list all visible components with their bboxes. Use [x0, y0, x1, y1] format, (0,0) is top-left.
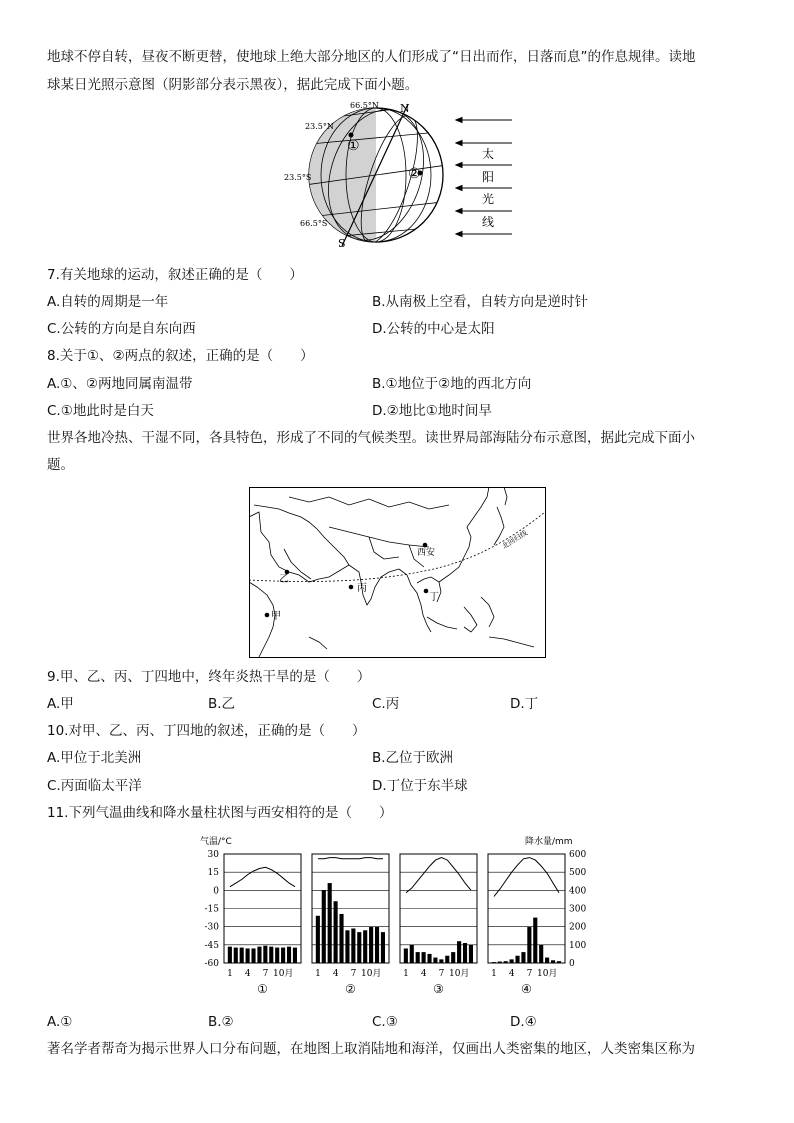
xian-dot: [423, 543, 428, 548]
precip-bar: [416, 952, 420, 963]
globe-diagram: [280, 100, 520, 250]
point2-label: ②: [408, 166, 421, 182]
temperature-curve: [230, 867, 295, 886]
sun-text-2: 阳: [482, 170, 495, 184]
panel-label: ①: [257, 982, 268, 996]
precip-bar: [251, 948, 255, 963]
ding-label: 丁: [429, 592, 439, 603]
precip-tick-label: 400: [569, 886, 587, 897]
precip-bar: [492, 962, 496, 963]
yi-label: 乙: [279, 574, 289, 585]
precip-bar: [345, 930, 349, 963]
month-tick-label: 1: [315, 969, 321, 979]
q10-option-d[interactable]: D.丁位于东半球: [372, 778, 468, 794]
precip-bar: [257, 947, 261, 963]
month-tick-label: 4: [332, 969, 339, 979]
month-tick-label: 10月: [360, 969, 382, 979]
precip-tick-label: 500: [569, 868, 587, 879]
precip-bar: [515, 956, 519, 963]
q10-option-a[interactable]: A.甲位于北美洲: [47, 750, 142, 766]
q8-stem: 8.关于①、②两点的叙述，正确的是（ ）: [47, 348, 314, 364]
precip-bar: [533, 918, 537, 963]
q9-option-d[interactable]: D.丁: [510, 696, 539, 712]
north-label: N: [400, 102, 410, 115]
precip-bar: [439, 959, 443, 963]
precip-bar: [369, 927, 373, 963]
precip-tick-label: 600: [569, 850, 587, 860]
lat-23s-label: 23.5°S: [284, 173, 312, 182]
intro2-line2: 题。: [47, 457, 74, 473]
q7-option-d[interactable]: D.公转的中心是太阳: [372, 321, 495, 337]
precip-bar: [328, 883, 332, 963]
temp-tick-label: 0: [213, 886, 219, 897]
precip-bar: [240, 948, 244, 963]
precip-bar: [357, 932, 361, 963]
precip-bar: [228, 947, 232, 963]
precip-bar: [375, 927, 379, 963]
q8-option-b[interactable]: B.①地位于②地的西北方向: [372, 376, 532, 392]
precip-bar: [427, 954, 431, 963]
q11-stem: 11.下列气温曲线和降水量柱状图与西安相符的是（ ）: [47, 805, 393, 821]
precip-bar: [551, 960, 555, 963]
precip-bar: [275, 948, 279, 963]
precip-bar: [433, 958, 437, 963]
q7-option-c[interactable]: C.公转的方向是自东向西: [47, 321, 196, 337]
q11-option-b[interactable]: B.②: [208, 1014, 234, 1030]
world-map: [249, 487, 546, 658]
precip-tick-label: 100: [569, 940, 587, 951]
precip-bar: [246, 948, 250, 963]
precip-bar: [469, 945, 473, 963]
month-tick-label: 7: [262, 969, 269, 979]
lat-66s-label: 66.5°S: [300, 219, 328, 228]
sun-text-3: 光: [482, 192, 495, 206]
month-tick-label: 10月: [448, 969, 470, 979]
q11-option-c[interactable]: C.③: [372, 1014, 398, 1030]
point1-label: ①: [347, 138, 360, 154]
precip-bar: [281, 948, 285, 963]
precip-bar: [316, 916, 320, 963]
point1-dot: [349, 133, 354, 138]
precip-bar: [234, 948, 238, 963]
q8-option-c[interactable]: C.①地此时是白天: [47, 403, 154, 419]
sun-text-1: 太: [482, 147, 495, 161]
month-tick-label: 1: [491, 969, 497, 979]
precip-bar: [410, 945, 414, 963]
panel-label: ③: [433, 982, 444, 996]
q10-option-c[interactable]: C.丙面临太平洋: [47, 778, 142, 794]
precip-bar: [445, 956, 449, 963]
precip-bar: [363, 930, 367, 963]
temperature-curve: [406, 858, 471, 893]
q9-option-c[interactable]: C.丙: [372, 696, 400, 712]
precip-bar: [287, 947, 291, 963]
q8-option-a[interactable]: A.①、②两地同属南温带: [47, 376, 193, 392]
temp-tick-label: 30: [207, 850, 219, 860]
month-tick-label: 4: [244, 969, 251, 979]
temp-tick-label: -60: [204, 959, 219, 969]
bing-dot: [349, 585, 354, 590]
q10-stem: 10.对甲、乙、丙、丁四地的叙述，正确的是（ ）: [47, 723, 366, 739]
temp-tick-label: -15: [204, 904, 219, 915]
precip-tick-label: 0: [569, 959, 575, 969]
precip-bar: [322, 890, 326, 963]
q11-option-d[interactable]: D.④: [510, 1014, 537, 1030]
precip-bar: [527, 927, 531, 963]
precip-bar: [557, 961, 561, 963]
month-tick-label: 1: [403, 969, 409, 979]
lat-23n-label: 23.5°N: [305, 122, 334, 131]
precip-bar: [381, 932, 385, 963]
precip-bar: [521, 952, 525, 963]
precip-tick-label: 200: [569, 922, 587, 933]
precip-bar: [510, 959, 514, 963]
intro2-line1: 世界各地冷热、干湿不同，各具特色，形成了不同的气候类型。读世界局部海陆分布示意图，据此完成下面小: [47, 430, 695, 446]
tropic-label: 北回归线: [500, 529, 529, 551]
temp-tick-label: 15: [207, 868, 219, 879]
month-tick-label: 7: [526, 969, 533, 979]
panel-label: ②: [345, 982, 356, 996]
precip-bar: [269, 947, 273, 963]
lat-66n-label: 66.5°N: [350, 101, 379, 110]
climate-charts: [195, 830, 590, 1002]
precip-bar: [498, 962, 502, 963]
month-tick-label: 7: [350, 969, 357, 979]
xian-label: 西安: [417, 548, 436, 558]
precip-bar: [293, 948, 297, 963]
month-tick-label: 10月: [272, 969, 294, 979]
precip-bar: [463, 943, 467, 963]
precip-bar: [351, 928, 355, 963]
precip-bar: [334, 901, 338, 963]
intro1-line2: 球某日光照示意图（阴影部分表示黑夜），据此完成下面小题。: [47, 77, 419, 93]
precip-bar: [451, 952, 455, 963]
q9-option-b[interactable]: B.乙: [208, 696, 236, 712]
precip-bar: [404, 948, 408, 963]
precip-bar: [339, 914, 343, 963]
q9-stem: 9.甲、乙、丙、丁四地中，终年炎热干旱的是（ ）: [47, 669, 371, 685]
q7-option-b[interactable]: B.从南极上空看，自转方向是逆时针: [372, 294, 589, 310]
precip-bar: [545, 958, 549, 963]
temp-tick-label: -45: [204, 940, 219, 951]
q7-option-a[interactable]: A.自转的周期是一年: [47, 294, 169, 310]
right-axis-label: 降水量/mm: [525, 837, 573, 847]
intro3-line1: 著名学者帮奇为揭示世界人口分布问题，在地图上取消陆地和海洋，仅画出人类密集的地区，人类密集区称为: [47, 1041, 695, 1057]
q9-option-a[interactable]: A.甲: [47, 696, 74, 712]
q7-stem: 7.有关地球的运动，叙述正确的是（ ）: [47, 267, 303, 283]
precip-bar: [504, 961, 508, 963]
precip-bar: [457, 941, 461, 963]
panel-label: ④: [521, 982, 532, 996]
month-tick-label: 4: [508, 969, 515, 979]
intro1-line1: 地球不停自转，昼夜不断更替，使地球上绝大部分地区的人们形成了“日出而作，日落而息”的作息规律。读地: [47, 49, 696, 65]
temperature-curve: [318, 858, 383, 859]
month-tick-label: 7: [438, 969, 445, 979]
month-tick-label: 1: [227, 969, 233, 979]
precip-bar: [263, 946, 267, 963]
q10-option-b[interactable]: B.乙位于欧洲: [372, 750, 454, 766]
jia-dot: [265, 613, 270, 618]
month-tick-label: 10月: [536, 969, 558, 979]
temp-tick-label: -30: [204, 922, 219, 933]
precip-bar: [539, 945, 543, 963]
month-tick-label: 4: [420, 969, 427, 979]
south-label: S: [338, 237, 346, 250]
bing-label: 丙: [357, 583, 367, 594]
q11-option-a[interactable]: A.①: [47, 1014, 73, 1030]
precip-tick-label: 300: [569, 904, 587, 915]
left-axis-label: 气温/°C: [200, 837, 232, 847]
sun-text-4: 线: [482, 215, 495, 229]
q8-option-d[interactable]: D.②地比①地时间早: [372, 403, 492, 419]
precip-bar: [422, 952, 426, 963]
ding-dot: [424, 589, 429, 594]
jia-label: 甲: [271, 611, 281, 622]
